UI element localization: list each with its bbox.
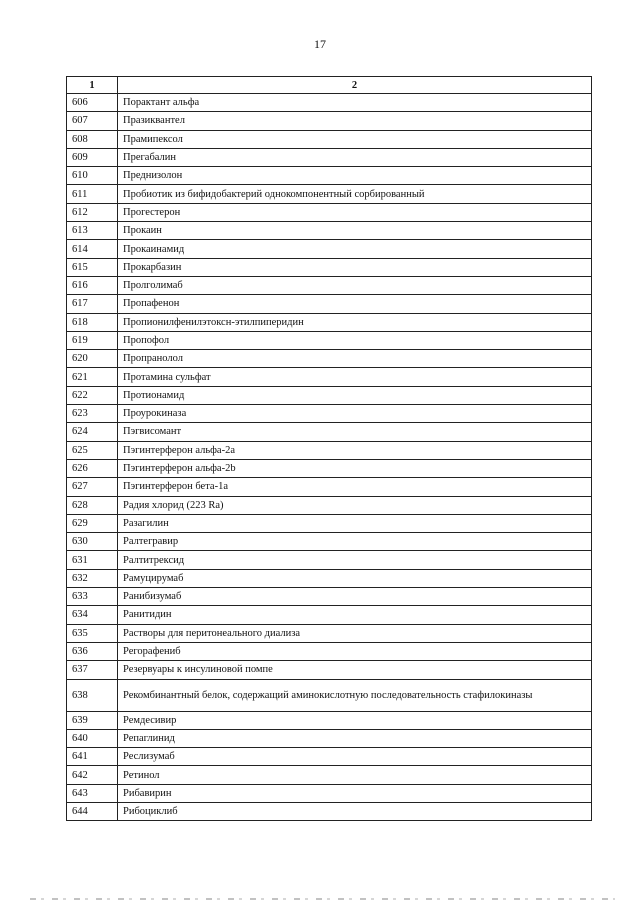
drug-name: Пэгинтерферон бета-1a bbox=[118, 478, 592, 496]
table-row bbox=[67, 94, 592, 112]
table-row bbox=[67, 368, 592, 386]
row-number: 641 bbox=[67, 748, 118, 766]
table-row bbox=[67, 423, 592, 441]
drug-name: Регорафениб bbox=[118, 642, 592, 660]
row-number: 626 bbox=[67, 459, 118, 477]
scan-artifact-line bbox=[30, 898, 615, 900]
table-row bbox=[67, 588, 592, 606]
drug-name: Рамуцирумаб bbox=[118, 569, 592, 587]
drug-name: Прокаин bbox=[118, 222, 592, 240]
drug-name: Рибоциклиб bbox=[118, 802, 592, 820]
row-number: 644 bbox=[67, 802, 118, 820]
table-row bbox=[67, 148, 592, 166]
table-row bbox=[67, 533, 592, 551]
row-number: 617 bbox=[67, 295, 118, 313]
table-row bbox=[67, 203, 592, 221]
drug-name: Рибавирин bbox=[118, 784, 592, 802]
row-number: 637 bbox=[67, 661, 118, 679]
drug-name: Пэгинтерферон альфа-2b bbox=[118, 459, 592, 477]
row-number: 629 bbox=[67, 514, 118, 532]
drug-name: Резервуары к инсулиновой помпе bbox=[118, 661, 592, 679]
drug-name: Прокарбазин bbox=[118, 258, 592, 276]
table-body bbox=[67, 94, 592, 821]
table-row bbox=[67, 386, 592, 404]
row-number: 621 bbox=[67, 368, 118, 386]
table-row bbox=[67, 729, 592, 747]
row-number: 634 bbox=[67, 606, 118, 624]
drug-name: Пропранолол bbox=[118, 350, 592, 368]
drug-name: Радия хлорид (223 Ra) bbox=[118, 496, 592, 514]
table-row bbox=[67, 569, 592, 587]
table-row bbox=[67, 679, 592, 711]
row-number: 640 bbox=[67, 729, 118, 747]
drug-name: Празиквантел bbox=[118, 112, 592, 130]
row-number: 635 bbox=[67, 624, 118, 642]
table-row bbox=[67, 606, 592, 624]
column-header-number: 1 bbox=[67, 77, 118, 94]
drug-name: Протамина сульфат bbox=[118, 368, 592, 386]
row-number: 610 bbox=[67, 167, 118, 185]
table-row bbox=[67, 331, 592, 349]
drug-name: Пробиотик из бифидобактерий однокомпонентный сорбированный bbox=[118, 185, 592, 203]
row-number: 622 bbox=[67, 386, 118, 404]
table-row bbox=[67, 222, 592, 240]
drug-name: Прогестерон bbox=[118, 203, 592, 221]
drug-name: Прамипексол bbox=[118, 130, 592, 148]
row-number: 607 bbox=[67, 112, 118, 130]
table-row bbox=[67, 478, 592, 496]
row-number: 614 bbox=[67, 240, 118, 258]
drug-name: Ралтитрексид bbox=[118, 551, 592, 569]
table-row bbox=[67, 514, 592, 532]
drug-name: Протионамид bbox=[118, 386, 592, 404]
drug-table bbox=[66, 76, 592, 821]
column-header-name: 2 bbox=[118, 77, 592, 94]
row-number: 619 bbox=[67, 331, 118, 349]
row-number: 620 bbox=[67, 350, 118, 368]
table-row bbox=[67, 441, 592, 459]
row-number: 630 bbox=[67, 533, 118, 551]
table-row bbox=[67, 551, 592, 569]
table-row bbox=[67, 711, 592, 729]
drug-name: Пропафенон bbox=[118, 295, 592, 313]
row-number: 628 bbox=[67, 496, 118, 514]
table-row bbox=[67, 185, 592, 203]
drug-name: Пэгвисомант bbox=[118, 423, 592, 441]
table-row bbox=[67, 112, 592, 130]
table-row bbox=[67, 295, 592, 313]
drug-name: Пропионилфенилэтоксн-этилпиперидин bbox=[118, 313, 592, 331]
table-row bbox=[67, 167, 592, 185]
row-number: 627 bbox=[67, 478, 118, 496]
drug-name: Пролголимаб bbox=[118, 276, 592, 294]
drug-name: Репаглинид bbox=[118, 729, 592, 747]
row-number: 615 bbox=[67, 258, 118, 276]
table-row bbox=[67, 496, 592, 514]
drug-name: Ранибизумаб bbox=[118, 588, 592, 606]
table-row bbox=[67, 276, 592, 294]
table-row bbox=[67, 405, 592, 423]
table-row bbox=[67, 258, 592, 276]
table-row bbox=[67, 130, 592, 148]
table-row bbox=[67, 748, 592, 766]
table-row bbox=[67, 642, 592, 660]
drug-name: Проурокиназа bbox=[118, 405, 592, 423]
page-number: 17 bbox=[314, 37, 326, 51]
row-number: 609 bbox=[67, 148, 118, 166]
table-row bbox=[67, 313, 592, 331]
row-number: 606 bbox=[67, 94, 118, 112]
drug-name: Пэгинтерферон альфа-2a bbox=[118, 441, 592, 459]
row-number: 633 bbox=[67, 588, 118, 606]
row-number: 618 bbox=[67, 313, 118, 331]
row-number: 639 bbox=[67, 711, 118, 729]
table-row bbox=[67, 240, 592, 258]
row-number: 643 bbox=[67, 784, 118, 802]
row-number: 631 bbox=[67, 551, 118, 569]
row-number: 642 bbox=[67, 766, 118, 784]
row-number: 625 bbox=[67, 441, 118, 459]
drug-name: Реслизумаб bbox=[118, 748, 592, 766]
table-header-row bbox=[67, 77, 592, 94]
row-number: 613 bbox=[67, 222, 118, 240]
drug-name: Ремдесивир bbox=[118, 711, 592, 729]
drug-name: Порактант альфа bbox=[118, 94, 592, 112]
drug-name: Прокаинамид bbox=[118, 240, 592, 258]
table-row bbox=[67, 459, 592, 477]
table-row bbox=[67, 350, 592, 368]
drug-name: Преднизолон bbox=[118, 167, 592, 185]
row-number: 624 bbox=[67, 423, 118, 441]
drug-name: Прегабалин bbox=[118, 148, 592, 166]
row-number: 636 bbox=[67, 642, 118, 660]
row-number: 623 bbox=[67, 405, 118, 423]
row-number: 638 bbox=[67, 679, 118, 711]
drug-name: Ралтегравир bbox=[118, 533, 592, 551]
table-row bbox=[67, 624, 592, 642]
row-number: 632 bbox=[67, 569, 118, 587]
drug-name: Рекомбинантный белок, содержащий аминокислотную последовательность стафилокиназы bbox=[118, 679, 592, 711]
drug-name: Ретинол bbox=[118, 766, 592, 784]
drug-name: Разагилин bbox=[118, 514, 592, 532]
row-number: 611 bbox=[67, 185, 118, 203]
row-number: 616 bbox=[67, 276, 118, 294]
drug-name: Ранитидин bbox=[118, 606, 592, 624]
drug-name: Растворы для перитонеального диализа bbox=[118, 624, 592, 642]
row-number: 608 bbox=[67, 130, 118, 148]
table-row bbox=[67, 784, 592, 802]
drug-name: Пропофол bbox=[118, 331, 592, 349]
table-row bbox=[67, 766, 592, 784]
row-number: 612 bbox=[67, 203, 118, 221]
table-row bbox=[67, 802, 592, 820]
table-row bbox=[67, 661, 592, 679]
